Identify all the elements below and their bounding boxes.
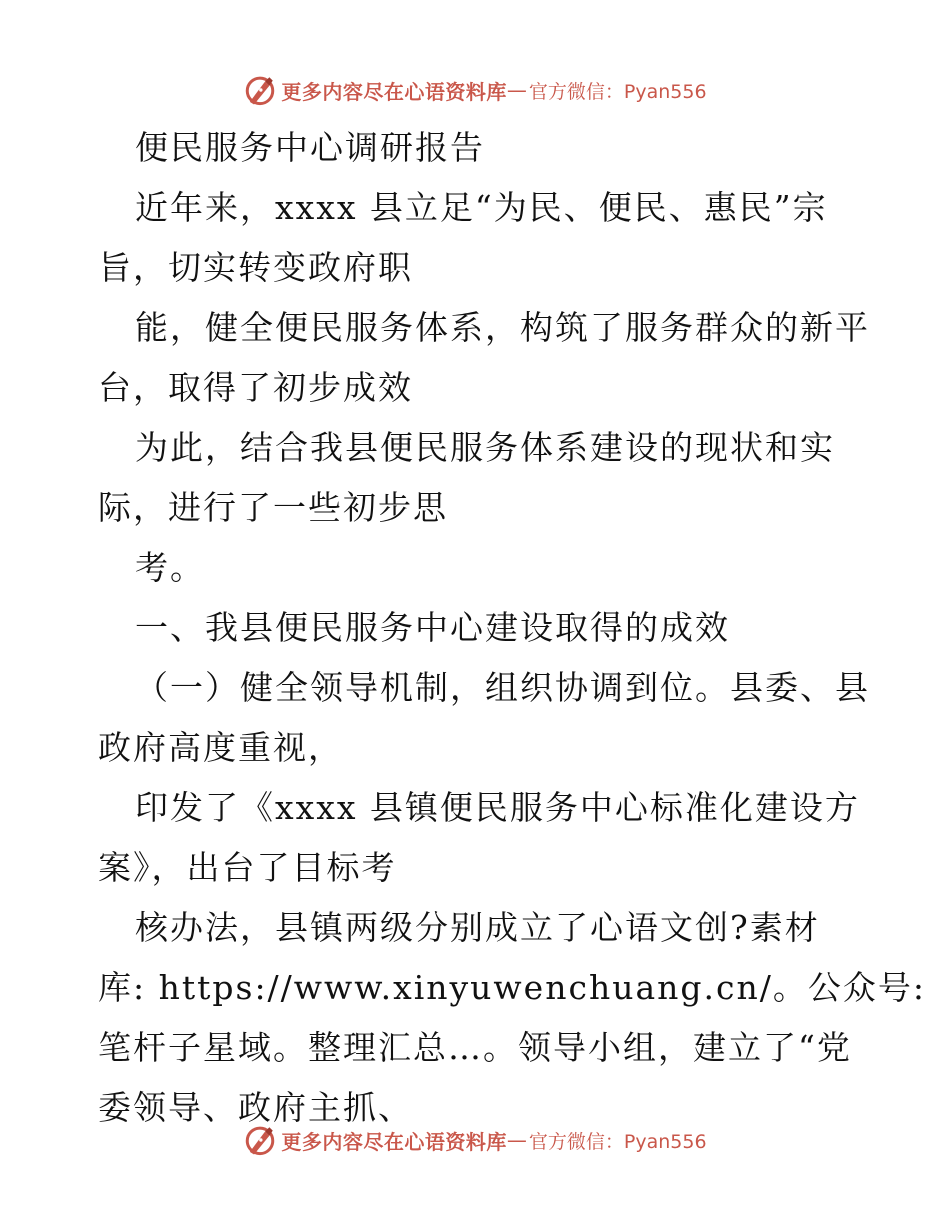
pen-nib-circle-icon <box>243 73 277 107</box>
brand-text: 更多内容尽在心语资料库 <box>281 79 507 104</box>
paragraph-line: 为此，结合我县便民服务体系建设的现状和实 <box>135 428 835 467</box>
footer-banner <box>0 1118 950 1162</box>
paragraph-line: 旨，切实转变政府职 <box>98 248 413 287</box>
paragraph-line: 印发了《xxxx 县镇便民服务中心标准化建设方 <box>135 788 860 827</box>
paragraph-line: 际，进行了一些初步思 <box>98 488 448 527</box>
wechat-text: 官方微信：Pyan556 <box>528 1130 707 1153</box>
paragraph-line: 笔杆子星域。整理汇总…。领导小组，建立了“党 <box>98 1028 852 1067</box>
header-banner <box>0 68 950 112</box>
subsection-heading: （一）健全领导机制，组织协调到位。县委、县 <box>135 668 870 707</box>
paragraph-line: 案》，出台了目标考 <box>98 848 397 887</box>
paragraph-line: 台，取得了初步成效 <box>98 368 413 407</box>
pen-nib-circle-icon <box>243 1123 277 1157</box>
paragraph-line: 考。 <box>135 548 205 587</box>
banner-separator: — <box>506 1128 527 1152</box>
document-title: 便民服务中心调研报告 <box>135 128 485 167</box>
paragraph-line: 政府高度重视， <box>98 728 343 767</box>
paragraph-line: 能，健全便民服务体系，构筑了服务群众的新平 <box>135 308 870 347</box>
section-heading: 一、我县便民服务中心建设取得的成效 <box>135 608 730 647</box>
paragraph-line: 核办法，县镇两级分别成立了心语文创?素材 <box>135 908 820 947</box>
paragraph-line: 委领导、政府主抓、 <box>98 1088 413 1127</box>
banner-separator: — <box>506 78 527 102</box>
brand-text: 更多内容尽在心语资料库 <box>281 1129 507 1154</box>
paragraph-line: 库: https://www.xinyuwenchuang.cn/。公众号: <box>98 968 926 1007</box>
wechat-text: 官方微信：Pyan556 <box>528 80 707 103</box>
paragraph-line: 近年来，xxxx 县立足“为民、便民、惠民”宗 <box>135 188 828 227</box>
